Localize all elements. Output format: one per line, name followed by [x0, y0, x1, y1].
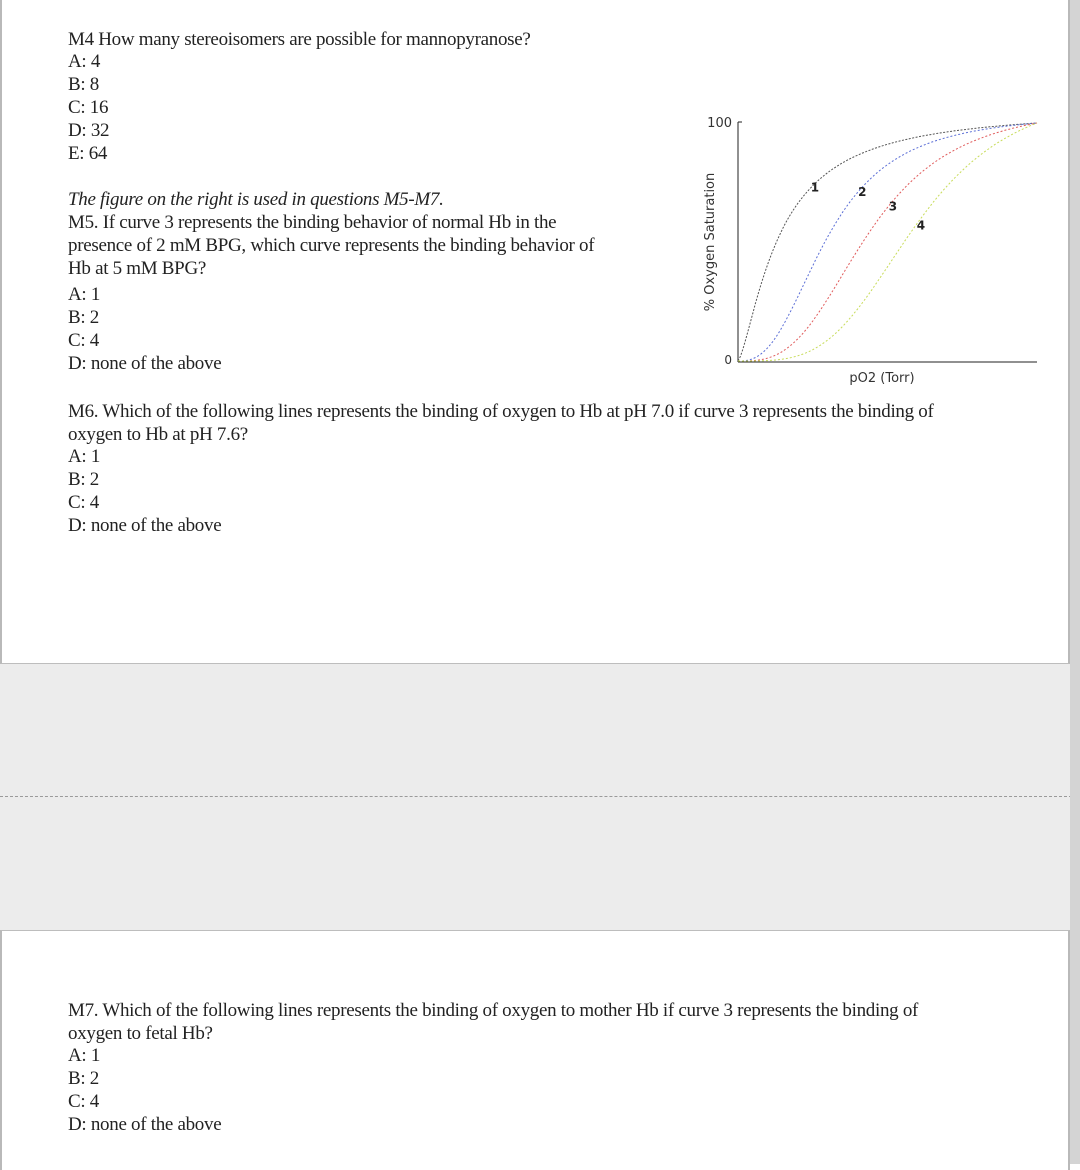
m4-option-c: C: 16: [68, 97, 109, 118]
curve-label-3: 3: [888, 199, 898, 214]
oxygen-binding-chart: [692, 110, 1052, 400]
m7-option-c: C: 4: [68, 1091, 100, 1112]
curve-2: [738, 123, 1037, 361]
m4-option-e: E: 64: [68, 143, 108, 164]
chart-curve-labels: [811, 180, 925, 232]
document-page-2: [0, 930, 1070, 1170]
curve-label-4: 4: [916, 218, 926, 233]
m6-option-c: C: 4: [68, 492, 100, 513]
m4-question: M4 How many stereoisomers are possible for mannopyranose?: [68, 29, 531, 50]
y-tick-label-0: 0: [724, 353, 732, 367]
scrollbar-track[interactable]: [1070, 0, 1080, 1164]
m5-question-line-1: M5. If curve 3 represents the binding behavior of normal Hb in the: [68, 212, 557, 233]
m5-question-line-3: Hb at 5 mM BPG?: [68, 258, 207, 279]
m7-option-b: B: 2: [68, 1068, 100, 1089]
curve-label-1: 1: [810, 180, 820, 195]
m7-question-line-2: oxygen to fetal Hb?: [68, 1023, 213, 1044]
x-axis-label: pO2 (Torr): [849, 371, 915, 386]
m5-option-a: A: 1: [68, 284, 101, 305]
m7-option-d: D: none of the above: [68, 1114, 222, 1135]
m6-question-line-2: oxygen to Hb at pH 7.6?: [68, 424, 248, 445]
page-gap: [0, 664, 1080, 930]
m6-option-a: A: 1: [68, 446, 101, 467]
m4-option-d: D: 32: [68, 120, 110, 141]
m6-question: [68, 400, 1058, 446]
m5-question-line-2: presence of 2 mM BPG, which curve represents the binding behavior of: [68, 235, 595, 256]
m5-option-b: B: 2: [68, 307, 100, 328]
figure-note: The figure on the right is used in questions M5-M7.: [68, 189, 444, 210]
m5-option-d: D: none of the above: [68, 353, 222, 374]
m5-question: [68, 211, 668, 280]
m7-options: [68, 1044, 221, 1136]
chart-axes: [703, 116, 1037, 386]
curve-label-2: 2: [858, 185, 867, 200]
m7-question: [68, 999, 1058, 1045]
m6-options: [68, 445, 221, 537]
m6-question-line-1: M6. Which of the following lines represents the binding of oxygen to Hb at pH 7.0 if curve 3 represents the binding of: [68, 401, 934, 422]
m7-question-line-1: M7. Which of the following lines represents the binding of oxygen to mother Hb if curve 3 represents the binding of: [68, 1000, 919, 1021]
chart-curves: [738, 123, 1037, 361]
m4-option-a: A: 4: [68, 51, 101, 72]
m4-option-b: B: 8: [68, 74, 100, 95]
page-break-dashed-line: [0, 796, 1072, 797]
y-axis-label: % Oxygen Saturation: [703, 172, 718, 312]
m4-options: [68, 50, 109, 165]
m7-option-a: A: 1: [68, 1045, 101, 1066]
m6-option-d: D: none of the above: [68, 515, 222, 536]
m5-option-c: C: 4: [68, 330, 100, 351]
m5-options: [68, 283, 221, 375]
m6-option-b: B: 2: [68, 469, 100, 490]
y-tick-label-100: 100: [707, 116, 732, 131]
